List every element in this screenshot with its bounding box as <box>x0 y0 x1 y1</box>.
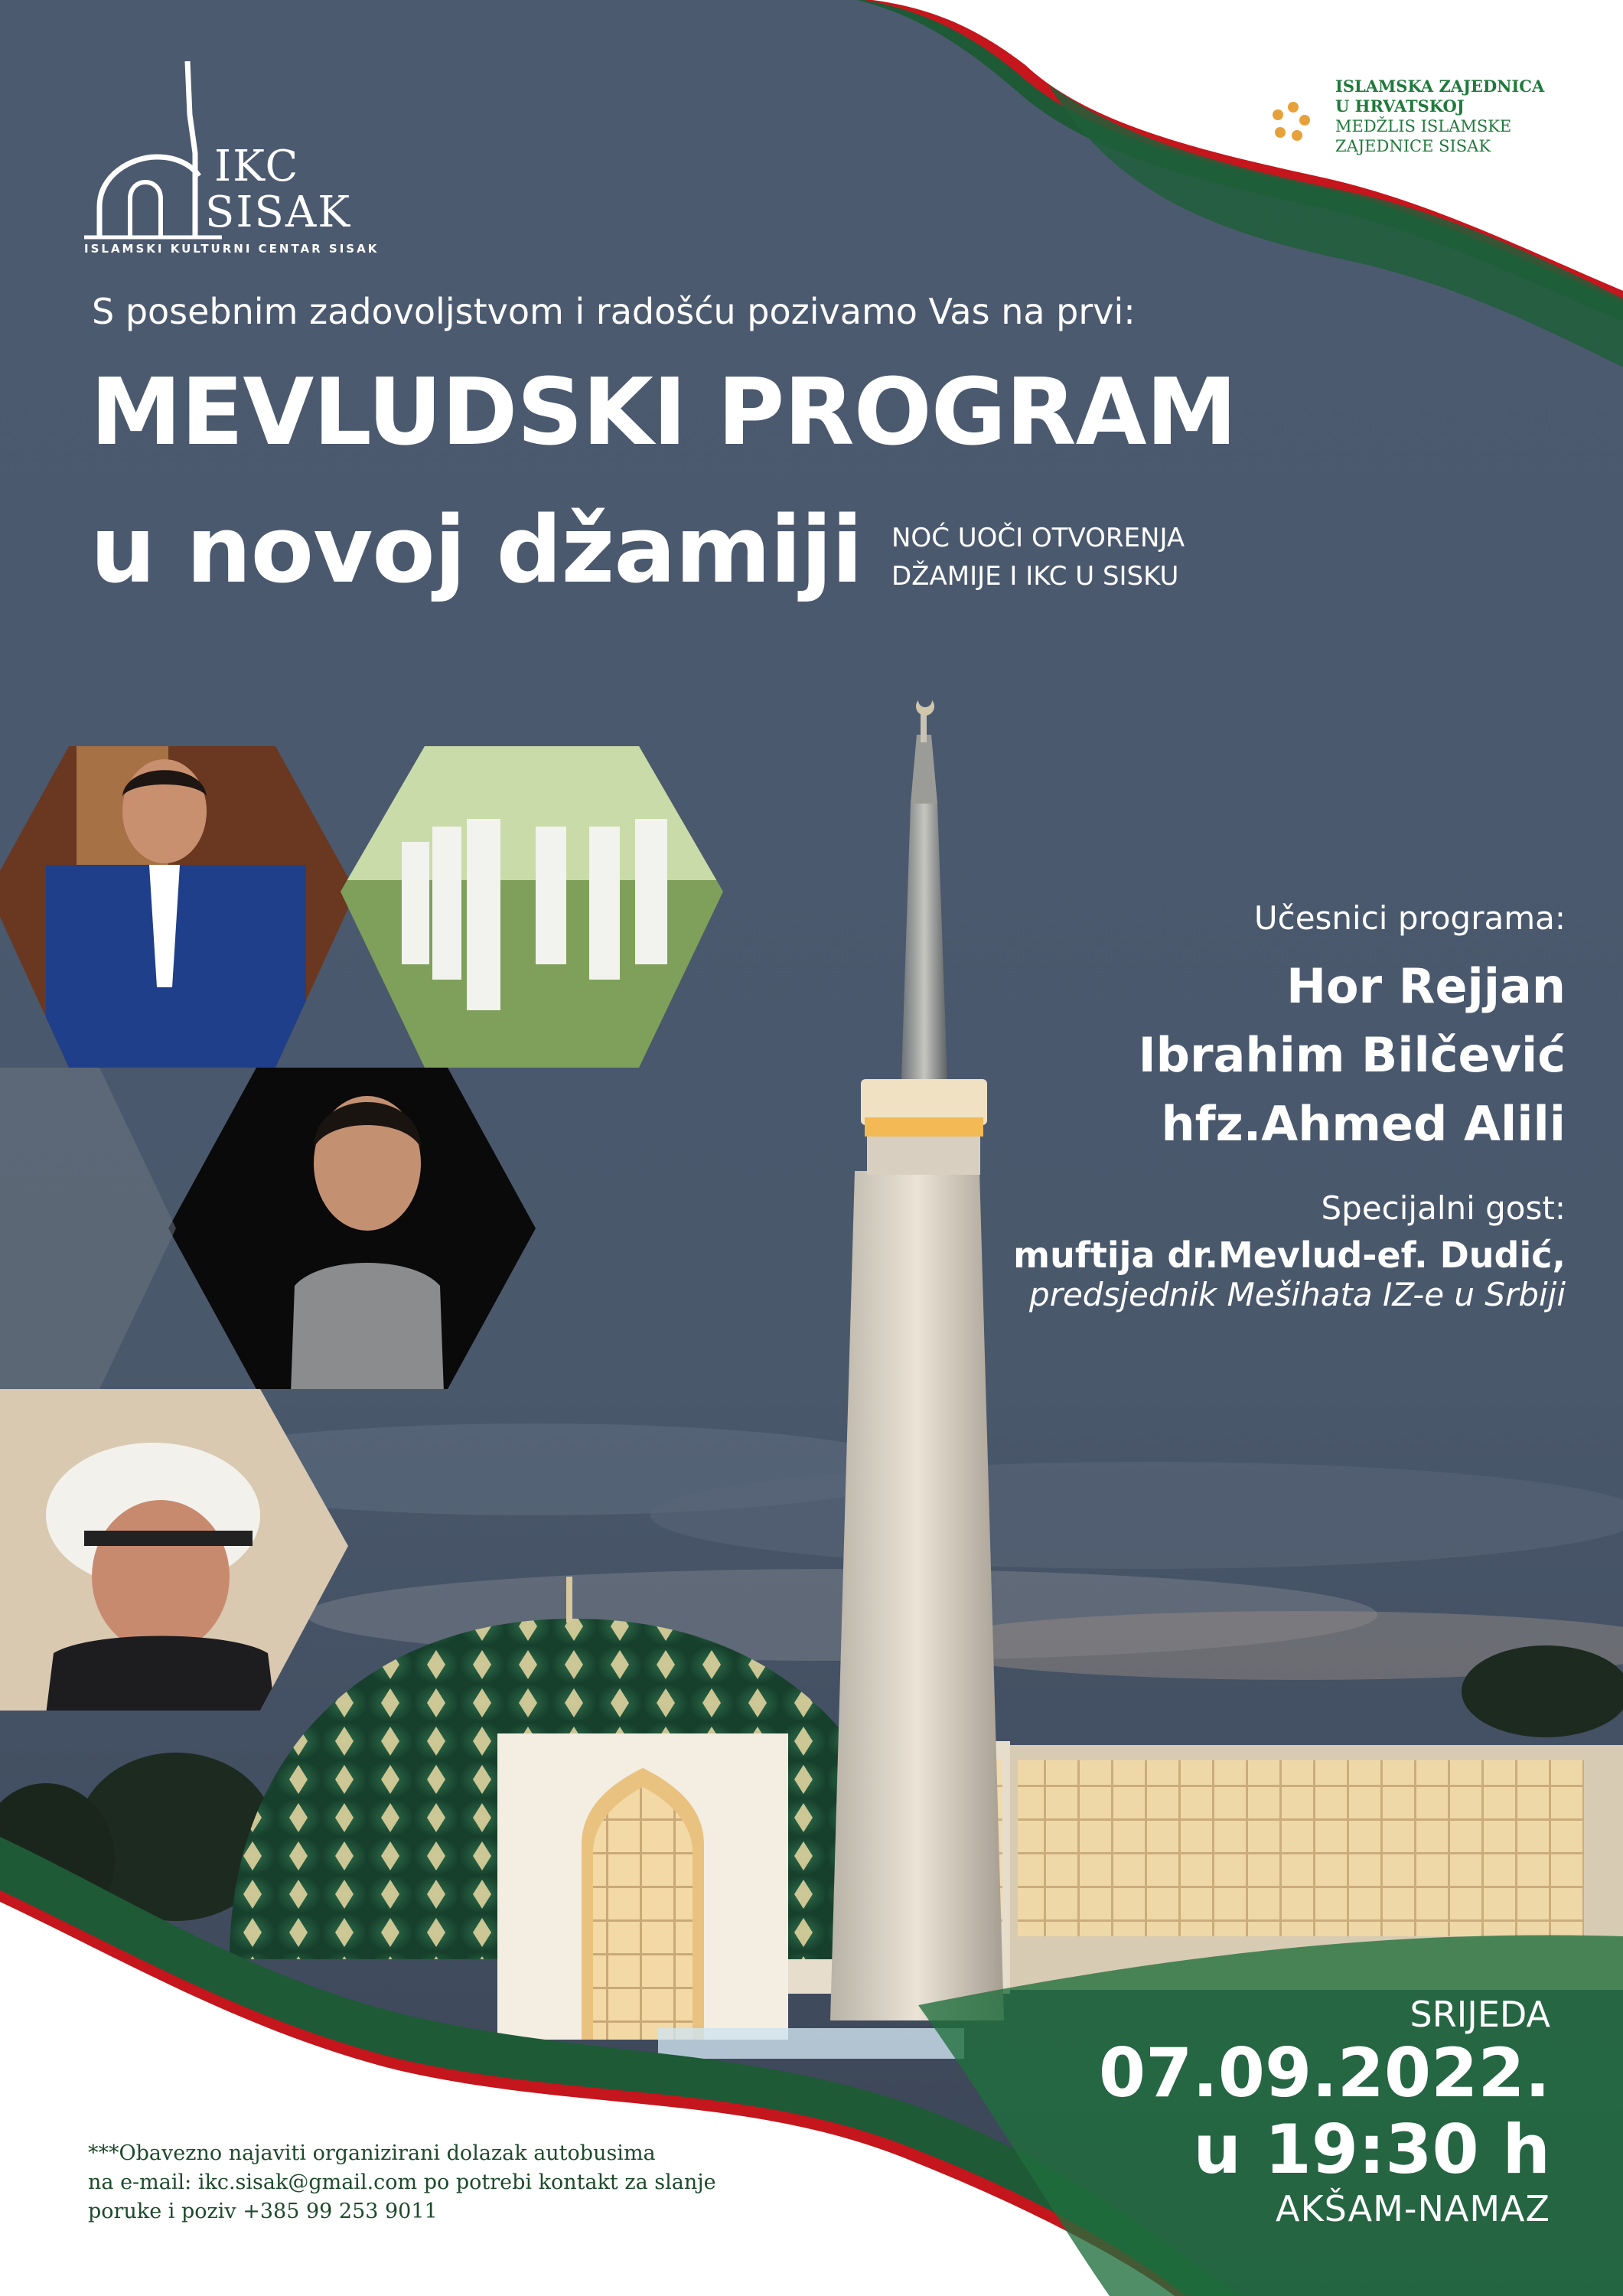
ikc-sisak-logo <box>84 61 390 268</box>
participant-name: Hor Rejjan <box>1286 958 1566 1014</box>
event-date: 07.09.2022. <box>1098 2033 1550 2112</box>
event-day: SRIJEDA <box>1410 1994 1550 2035</box>
special-guest-label: Specijalni gost: <box>1321 1189 1566 1227</box>
crescent-star-icon <box>1221 73 1328 165</box>
subnote-line-2: DŽAMIJE I IKC U SISKU <box>891 561 1179 592</box>
iz-line-2: U HRVATSKOJ <box>1335 96 1465 116</box>
logo-word-ikc: IKC <box>214 142 300 191</box>
event-time: u 19:30 h <box>1193 2110 1550 2189</box>
main-title-line-2: u novoj džamiji <box>90 497 862 604</box>
subnote-line-1: NOĆ UOČI OTVORENJA <box>891 523 1185 553</box>
title-subnote <box>891 519 1185 595</box>
participant-name: Ibrahim Bilčević <box>1138 1027 1566 1083</box>
bus-arrival-note <box>88 2139 777 2226</box>
iz-logo-text <box>1335 77 1544 156</box>
iz-line-1: ISLAMSKA ZAJEDNICA <box>1335 77 1545 96</box>
note-line-3: poruke i poziv +385 99 253 9011 <box>88 2200 438 2223</box>
logo-subtitle: ISLAMSKI KULTURNI CENTAR SISAK <box>84 242 380 256</box>
special-guest-name: muftija dr.Mevlud-ef. Dudić, <box>1013 1234 1566 1276</box>
note-line-1: ***Obavezno najaviti organizirani dolazak autobusima <box>88 2141 656 2165</box>
program-participants <box>877 899 1566 1313</box>
mosque-outline-icon <box>84 61 222 245</box>
event-datetime <box>1015 1994 1550 2229</box>
special-guest-role: predsjednik Mešihata IZ-e u Srbiji <box>1029 1276 1566 1313</box>
invitation-intro: S posebnim zadovoljstvom i radošću pozivamo Vas na prvi: <box>92 291 1136 332</box>
islamska-zajednica-logo <box>1221 73 1580 165</box>
note-line-2: na e-mail: ikc.sisak@gmail.com po potrebi kontakt za slanje <box>88 2170 716 2194</box>
iz-line-3: MEDŽLIS ISLAMSKE <box>1335 117 1512 135</box>
iz-line-4: ZAJEDNICE SISAK <box>1335 137 1491 155</box>
participant-name: hfz.Ahmed Alili <box>1161 1096 1566 1152</box>
event-prayer: AKŠAM-NAMAZ <box>1276 2188 1550 2229</box>
participants-label: Učesnici programa: <box>1253 899 1566 937</box>
logo-word-sisak: SISAK <box>205 188 352 237</box>
main-title-line-1: MEVLUDSKI PROGRAM <box>90 360 1237 466</box>
